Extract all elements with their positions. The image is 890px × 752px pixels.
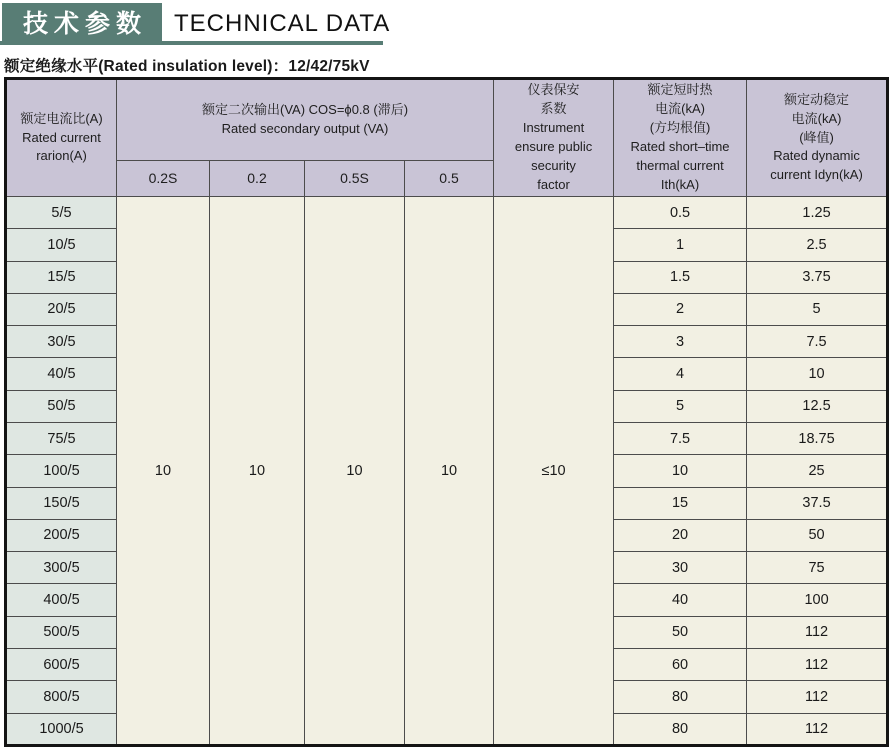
header-line: 额定短时热 xyxy=(647,82,713,98)
thermal-cell: 0.5 xyxy=(614,197,747,229)
ratio-cell: 10/5 xyxy=(6,229,117,261)
thermal-cell: 10 xyxy=(614,455,747,487)
header-line: (方均根值) xyxy=(649,120,711,136)
dynamic-cell: 7.5 xyxy=(747,326,888,358)
header-line: (峰值) xyxy=(799,129,834,145)
header-class-0.5s: 0.5S xyxy=(305,161,405,197)
ratio-cell: 200/5 xyxy=(6,519,117,551)
dynamic-cell: 1.25 xyxy=(747,197,888,229)
dynamic-cell: 2.5 xyxy=(747,229,888,261)
header-rated-current-ratio xyxy=(6,79,117,197)
output-0.2s-value: 10 xyxy=(117,197,210,746)
thermal-cell: 3 xyxy=(614,326,747,358)
header-line: thermal current xyxy=(636,157,724,173)
header-rated-secondary-output xyxy=(117,79,494,161)
thermal-cell: 7.5 xyxy=(614,422,747,454)
dynamic-cell: 25 xyxy=(747,455,888,487)
output-0.5-value: 10 xyxy=(405,197,494,746)
header-short-time-thermal-current xyxy=(614,79,747,197)
header-line: Rated dynamic xyxy=(773,148,860,164)
page-header xyxy=(0,0,890,46)
table-row xyxy=(6,197,888,229)
ratio-cell: 600/5 xyxy=(6,648,117,680)
dynamic-cell: 12.5 xyxy=(747,390,888,422)
dynamic-cell: 10 xyxy=(747,358,888,390)
thermal-cell: 5 xyxy=(614,390,747,422)
header-line: factor xyxy=(537,176,570,192)
thermal-cell: 15 xyxy=(614,487,747,519)
ratio-cell: 400/5 xyxy=(6,584,117,616)
header-class-0.2s: 0.2S xyxy=(117,161,210,197)
ratio-cell: 30/5 xyxy=(6,326,117,358)
header-class-0.2: 0.2 xyxy=(210,161,305,197)
thermal-cell: 4 xyxy=(614,358,747,390)
thermal-cell: 40 xyxy=(614,584,747,616)
page-title-cn: 技术参数 xyxy=(2,3,162,41)
thermal-cell: 80 xyxy=(614,681,747,713)
header-line: 额定动稳定 xyxy=(784,91,850,107)
dynamic-cell: 100 xyxy=(747,584,888,616)
ratio-cell: 75/5 xyxy=(6,422,117,454)
header-line: ensure public xyxy=(514,139,593,154)
thermal-cell: 50 xyxy=(614,616,747,648)
ratio-cell: 150/5 xyxy=(6,487,117,519)
ratio-cell: 20/5 xyxy=(6,293,117,325)
dynamic-cell: 75 xyxy=(747,552,888,584)
thermal-cell: 20 xyxy=(614,519,747,551)
output-0.2-value: 10 xyxy=(210,197,305,746)
thermal-cell: 1 xyxy=(614,229,747,261)
thermal-cell: 1.5 xyxy=(614,261,747,293)
ratio-cell: 5/5 xyxy=(6,197,117,229)
header-line: 仪表保安 xyxy=(527,82,580,98)
thermal-cell: 2 xyxy=(614,293,747,325)
ratio-cell: 50/5 xyxy=(6,390,117,422)
technical-data-table xyxy=(4,77,889,747)
thermal-cell: 60 xyxy=(614,648,747,680)
insulation-level-text: 额定绝缘水平(Rated insulation level)：12/42/75kV xyxy=(4,58,370,75)
dynamic-cell: 50 xyxy=(747,519,888,551)
dynamic-cell: 112 xyxy=(747,648,888,680)
ratio-cell: 100/5 xyxy=(6,455,117,487)
page-title-en: TECHNICAL DATA xyxy=(174,10,391,37)
header-line: 额定二次输出(VA) COS=ϕ0.8 (滞后) xyxy=(202,102,409,118)
title-underline xyxy=(0,41,383,45)
header-line: 额定电流比(A) xyxy=(20,110,103,126)
ratio-cell: 40/5 xyxy=(6,358,117,390)
header-line: 电流(kA) xyxy=(655,101,705,117)
dynamic-cell: 112 xyxy=(747,713,888,746)
dynamic-cell: 5 xyxy=(747,293,888,325)
ratio-cell: 800/5 xyxy=(6,681,117,713)
header-line: 电流(kA) xyxy=(791,110,842,126)
header-line: current Idyn(kA) xyxy=(770,167,863,183)
header-line: Instrument xyxy=(522,120,585,136)
header-line: rarion(A) xyxy=(36,148,87,164)
ratio-cell: 15/5 xyxy=(6,261,117,293)
dynamic-cell: 37.5 xyxy=(747,487,888,519)
ratio-cell: 500/5 xyxy=(6,616,117,648)
thermal-cell: 30 xyxy=(614,552,747,584)
table-body xyxy=(6,197,888,746)
header-line: Rated current xyxy=(22,129,101,145)
ratio-cell: 300/5 xyxy=(6,552,117,584)
header-class-0.5: 0.5 xyxy=(405,161,494,197)
dynamic-cell: 18.75 xyxy=(747,422,888,454)
output-0.5s-value: 10 xyxy=(305,197,405,746)
header-instrument-security-factor xyxy=(494,79,614,197)
header-line: 系数 xyxy=(540,101,567,117)
header-line: security xyxy=(531,157,576,173)
thermal-cell: 80 xyxy=(614,713,747,746)
dynamic-cell: 3.75 xyxy=(747,261,888,293)
instrument-factor-value: ≤10 xyxy=(494,197,614,746)
header-line: Rated secondary output (VA) xyxy=(221,121,389,136)
header-line: Rated short–time xyxy=(630,139,730,154)
dynamic-cell: 112 xyxy=(747,681,888,713)
header-row-main xyxy=(6,79,888,161)
header-dynamic-current xyxy=(747,79,888,197)
dynamic-cell: 112 xyxy=(747,616,888,648)
table-header xyxy=(6,79,888,197)
header-line: Ith(kA) xyxy=(660,176,700,192)
ratio-cell: 1000/5 xyxy=(6,713,117,746)
